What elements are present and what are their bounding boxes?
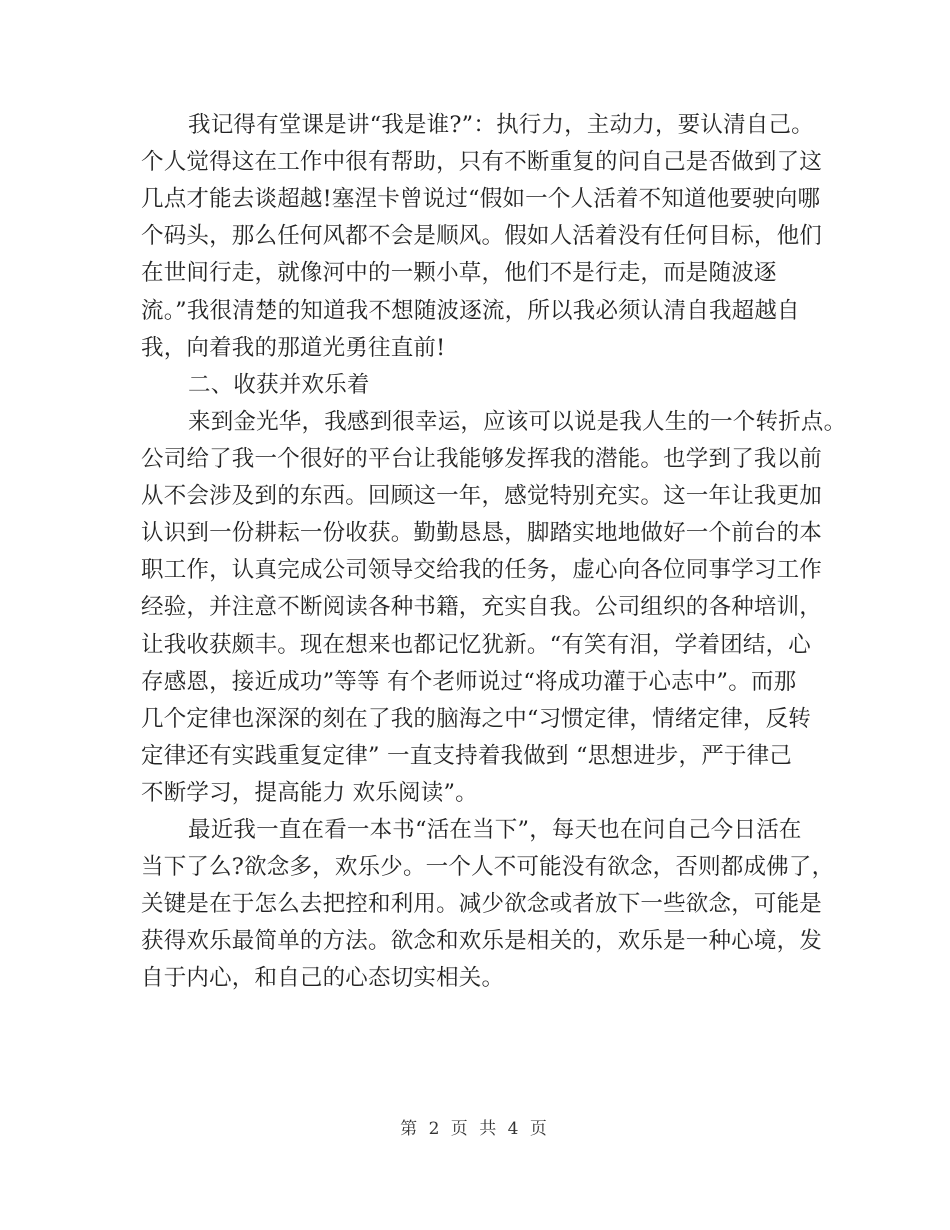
text-line: 来到金光华，我感到很幸运，应该可以说是我人生的一个转折点。 xyxy=(188,409,847,435)
text-line: 流。”我很清楚的知道我不想随波逐流，所以我必须认清自我超越自 xyxy=(141,298,800,324)
text-line: 获得欢乐最简单的方法。欲念和欢乐是相关的，欢乐是一种心境，发 xyxy=(141,928,823,954)
text-line: 认识到一份耕耘一份收获。勤勤恳恳，脚踏实地地做好一个前台的本 xyxy=(141,520,823,546)
text-line: 我，向着我的那道光勇往直前! xyxy=(141,335,446,361)
text-line: 定律还有实践重复定律” 一直支持着我做到 “思想进步，严于律己 xyxy=(141,743,793,769)
text-line: 从不会涉及到的东西。回顾这一年，感觉特别充实。这一年让我更加 xyxy=(141,483,823,509)
text-line: 当下了么?欲念多，欢乐少。一个人不可能没有欲念，否则都成佛了， xyxy=(141,854,835,880)
text-line: 自于内心，和自己的心态切实相关。 xyxy=(141,965,505,991)
page-number-footer: 第 2 页 共 4 页 xyxy=(400,1119,550,1139)
text-line: 公司给了我一个很好的平台让我能够发挥我的潜能。也学到了我以前 xyxy=(141,446,823,472)
text-line: 经验，并注意不断阅读各种书籍，充实自我。公司组织的各种培训， xyxy=(141,594,823,620)
text-line: 职工作，认真完成公司领导交给我的任务，虚心向各位同事学习工作 xyxy=(141,557,823,583)
section-heading: 二、收获并欢乐着 xyxy=(188,372,370,398)
text-line: 关键是在于怎么去把控和利用。减少欲念或者放下一些欲念，可能是 xyxy=(141,891,823,917)
text-line: 我记得有堂课是讲“我是谁?”：执行力，主动力，要认清自己。 xyxy=(188,112,814,138)
text-line: 个人觉得这在工作中很有帮助，只有不断重复的问自己是否做到了这 xyxy=(141,149,823,175)
text-line: 在世间行走，就像河中的一颗小草，他们不是行走，而是随波逐 xyxy=(141,260,777,286)
text-line: 让我收获颇丰。现在想来也都记忆犹新。“有笑有泪，学着团结，心 xyxy=(141,632,812,658)
text-line: 个码头，那么任何风都不会是顺风。假如人活着没有任何目标，他们 xyxy=(141,223,823,249)
text-line: 最近我一直在看一本书“活在当下”，每天也在问自己今日活在 xyxy=(188,817,802,843)
text-line: 几点才能去谈超越!塞涅卡曾说过“假如一个人活着不知道他要驶向哪 xyxy=(141,186,821,212)
text-line: 存感恩，接近成功”等等 有个老师说过“将成功灌于心志中”。而那 xyxy=(141,669,797,695)
text-line: 不断学习，提高能力 欢乐阅读”。 xyxy=(141,780,478,806)
text-line: 几个定律也深深的刻在了我的脑海之中“习惯定律，情绪定律，反转 xyxy=(141,706,812,732)
